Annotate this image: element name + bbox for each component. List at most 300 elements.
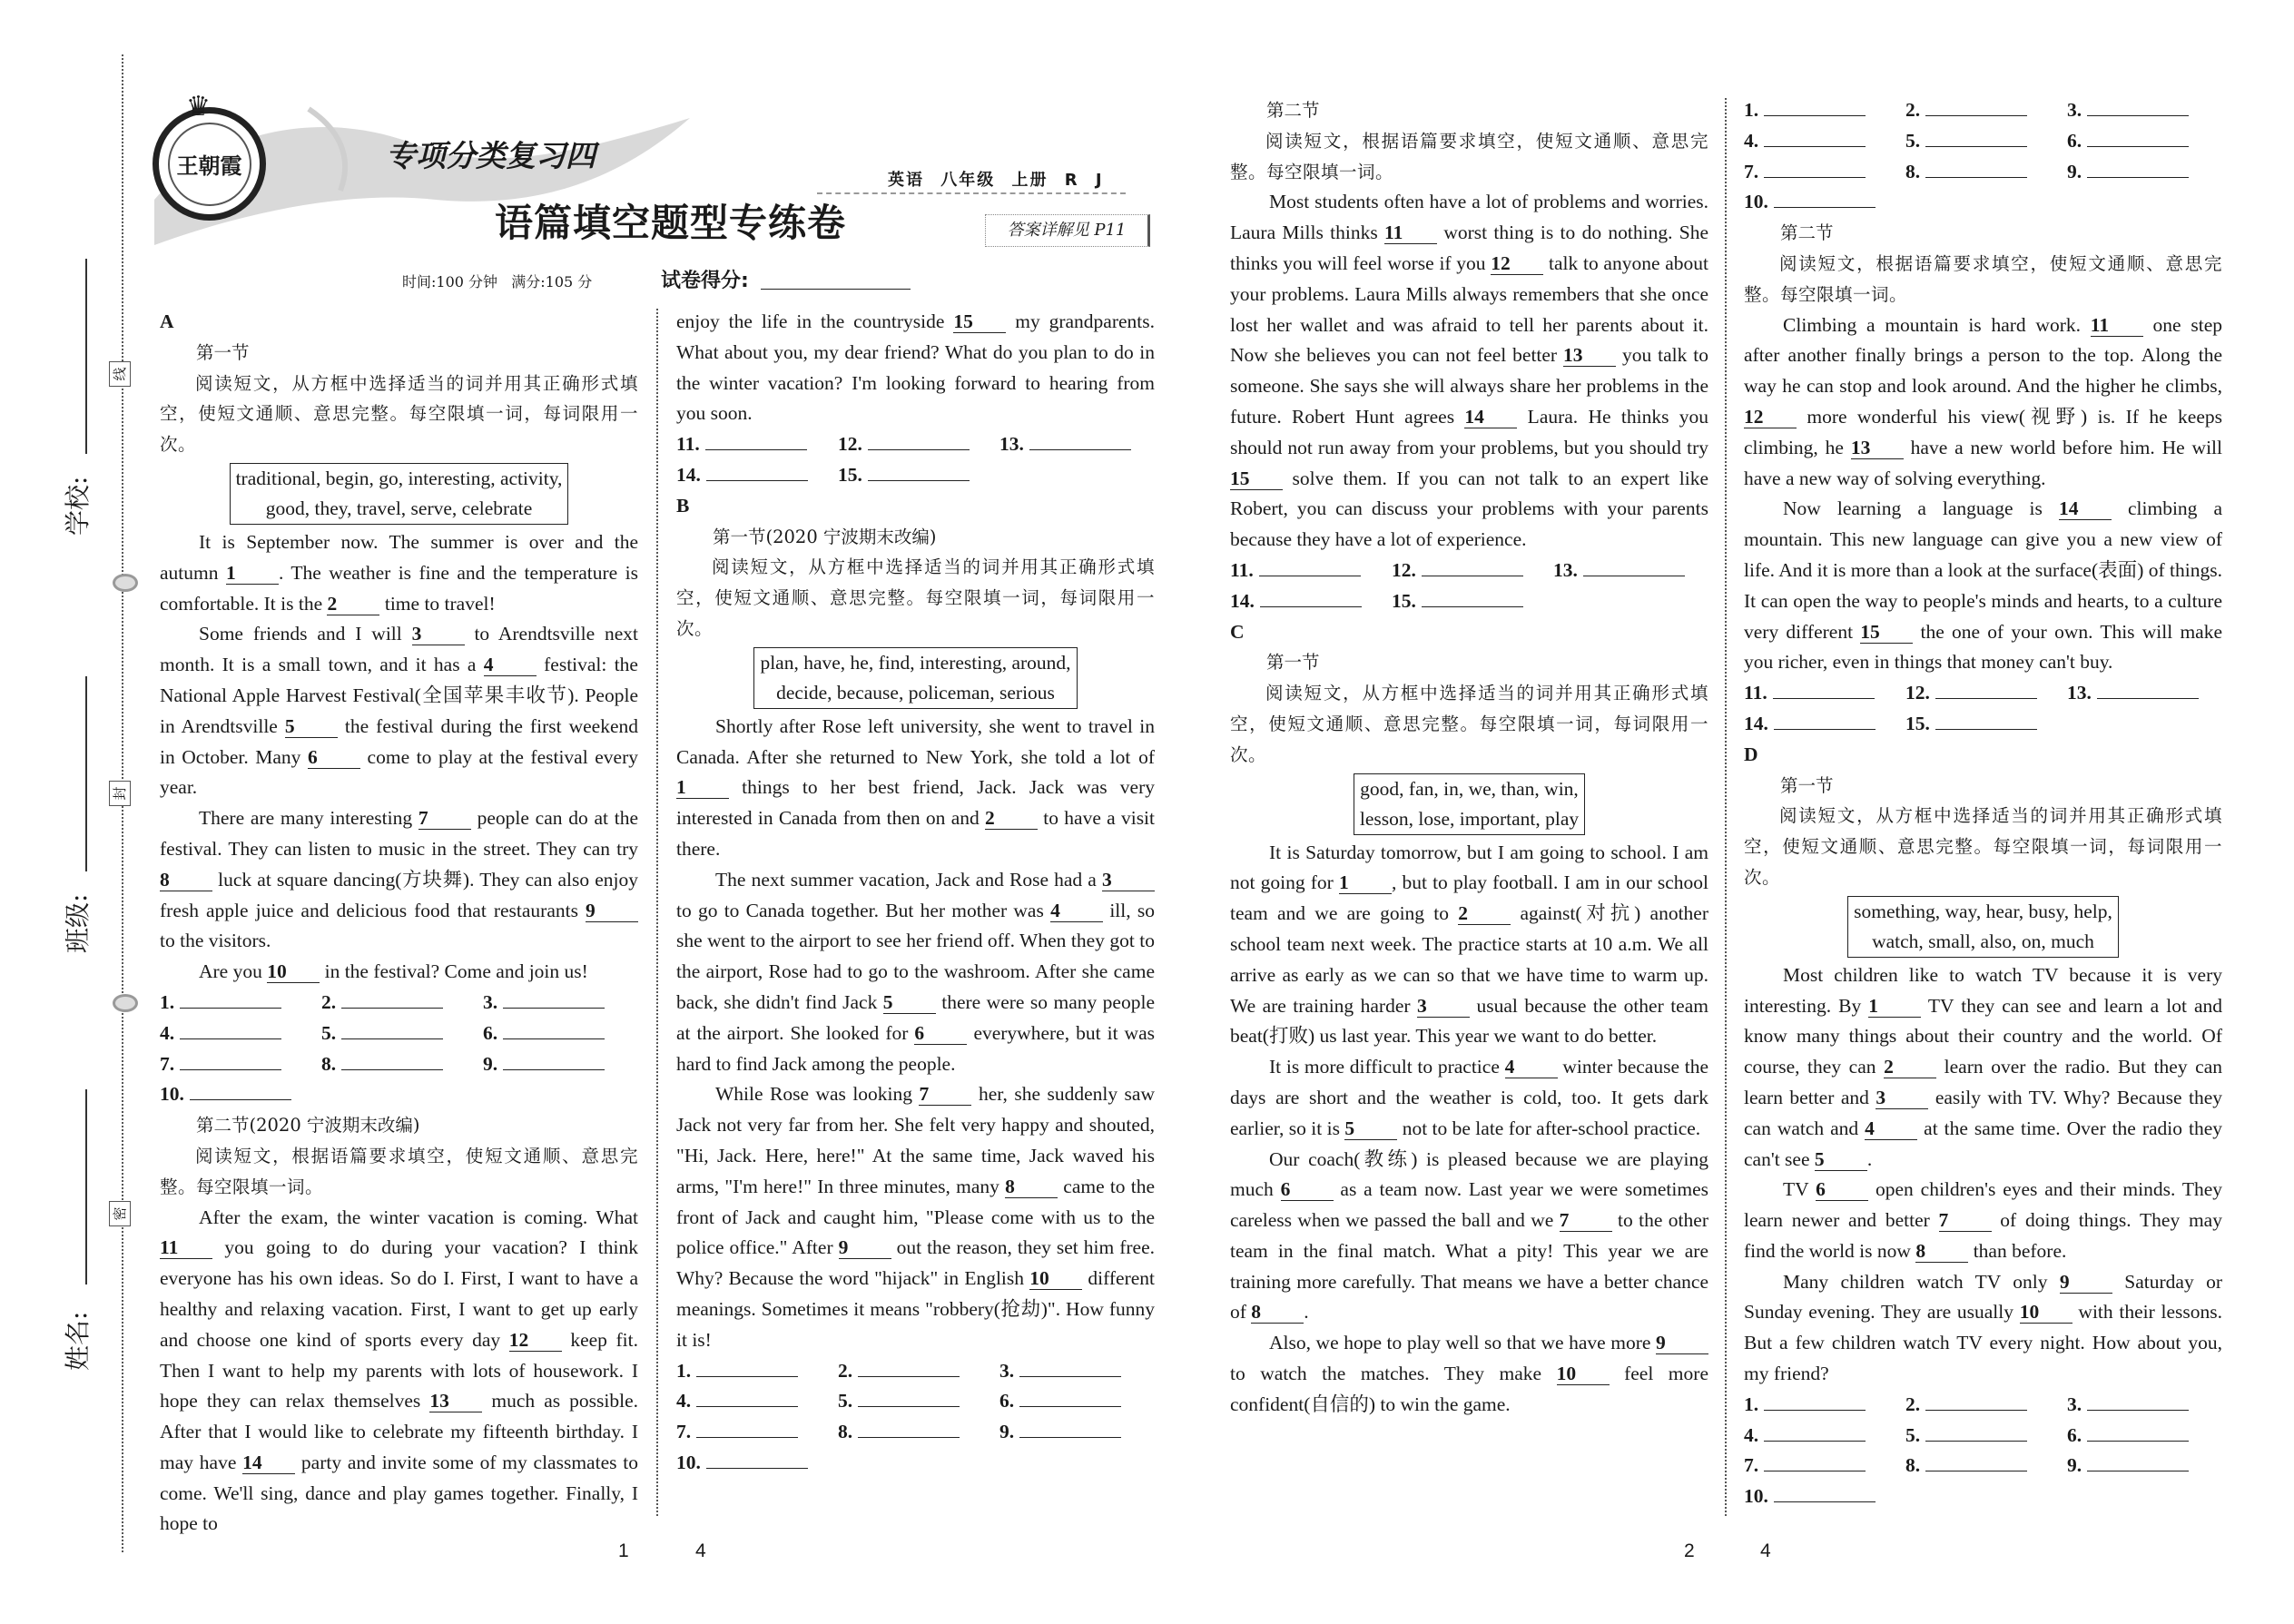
- blank-6[interactable]: 6: [308, 746, 360, 769]
- answer-item: [321, 988, 483, 1019]
- passage-text: open children's eyes and their minds. They learn newer and better: [1744, 1178, 2222, 1232]
- answer-item: [838, 1417, 999, 1448]
- passage-text: luck at square dancing(方块舞). They can also enjoy fresh apple juice and delicious food that restaurants: [160, 868, 638, 921]
- answer-line[interactable]: [503, 988, 605, 1009]
- answer-number: 8.: [1905, 160, 1921, 182]
- passage-text: learn over the radio. But they can learn better and: [1744, 1056, 2223, 1108]
- answer-item: [676, 1417, 838, 1448]
- answer-line[interactable]: [503, 1019, 605, 1039]
- answer-number: 4.: [1744, 129, 1759, 152]
- answer-line[interactable]: [705, 429, 807, 450]
- section-title: 第二节: [1780, 222, 1834, 244]
- answer-line[interactable]: [1935, 678, 2037, 699]
- answer-line[interactable]: [190, 1079, 291, 1100]
- answer-line[interactable]: [1925, 1421, 2027, 1442]
- blank-2[interactable]: 2: [1458, 902, 1511, 925]
- section-title: 第二节: [1266, 100, 1320, 121]
- passage-text: Now learning a language is: [1783, 497, 2059, 520]
- blank-9[interactable]: 9: [2060, 1271, 2112, 1294]
- answer-grid: [160, 988, 638, 1110]
- blank-9[interactable]: 9: [1656, 1332, 1708, 1354]
- answer-number: 6.: [483, 1021, 498, 1044]
- page-total: 4: [1760, 1540, 1771, 1561]
- answer-item: [999, 429, 1161, 460]
- blank-14[interactable]: 14: [2059, 497, 2112, 520]
- blank-3[interactable]: 3: [1876, 1087, 1928, 1109]
- answer-item: [321, 1019, 483, 1049]
- answer-line[interactable]: [341, 1019, 443, 1039]
- answer-item: [1230, 586, 1392, 617]
- passage-text: at the same time. Over the radio they can't see: [1744, 1117, 2223, 1170]
- answer-number: 12.: [838, 433, 862, 456]
- answer-line[interactable]: [1260, 586, 1362, 607]
- answer-line[interactable]: [180, 1019, 281, 1039]
- answer-number: 10.: [1744, 1485, 1768, 1508]
- passage-text: out the reason, they set him free. Why? Because the word "hijack" in English: [676, 1236, 1155, 1290]
- answer-item: [1905, 1390, 2067, 1421]
- part-heading: C: [1230, 620, 1245, 643]
- answer-line[interactable]: [1774, 1481, 1876, 1502]
- instructions: 阅读短文，根据语篇要求填空，使短文通顺、意思完整。每空限填一词。: [1230, 130, 1708, 182]
- blank-5[interactable]: 5: [883, 991, 936, 1014]
- answer-line[interactable]: [1774, 709, 1876, 730]
- answer-number: 11.: [1230, 558, 1254, 581]
- passage-text: there were so many people at the airport. She looked for: [676, 990, 1155, 1044]
- answer-line[interactable]: [1029, 429, 1131, 450]
- blank-5[interactable]: 5: [1344, 1117, 1397, 1140]
- passage-text: you going to do during your vacation? I think everyone has his own ideas. So do I. First, I want to have a healthy and relaxing vacation. First, I want to get up early and choose one kind of sports every day: [160, 1236, 638, 1351]
- blank-7[interactable]: 7: [418, 807, 471, 830]
- answer-item: [1905, 1421, 2067, 1452]
- answer-item: [676, 429, 838, 460]
- passage-paragraph: [1744, 1267, 2222, 1390]
- answer-line[interactable]: [1583, 556, 1685, 576]
- answer-line[interactable]: [858, 1356, 960, 1377]
- passage-text: time to travel!: [379, 592, 496, 615]
- answer-item: [1744, 157, 1905, 188]
- passage-text: come to play at the festival every year.: [160, 745, 639, 799]
- passage-text: to have a visit there.: [676, 807, 1156, 860]
- answer-number: 5.: [1905, 129, 1921, 152]
- answer-number: 4.: [1744, 1423, 1759, 1446]
- blank-15[interactable]: 15: [1860, 621, 1913, 644]
- blank-4[interactable]: 4: [1050, 900, 1103, 922]
- blank-14[interactable]: 14: [242, 1452, 295, 1474]
- answer-item: [2067, 157, 2229, 188]
- instructions: 阅读短文，从方框中选择适当的词并用其正确形式填空，使短文通顺、意思完整。每空限填一词，每词限用一次。: [160, 372, 638, 456]
- passage-paragraph: [1230, 1145, 1708, 1329]
- answer-number: 8.: [838, 1421, 853, 1443]
- answer-line[interactable]: [1935, 709, 2037, 730]
- answer-number: 2.: [321, 990, 337, 1013]
- blank-4[interactable]: 4: [484, 654, 537, 676]
- answer-line[interactable]: [1764, 157, 1866, 178]
- answer-line[interactable]: [1422, 556, 1523, 576]
- answer-line[interactable]: [696, 1356, 798, 1377]
- blank-8[interactable]: 8: [1005, 1176, 1058, 1198]
- answer-line[interactable]: [1019, 1386, 1121, 1407]
- class-label: 班级:: [63, 893, 93, 953]
- answer-line[interactable]: [1764, 126, 1866, 147]
- time-info: 时间:100 分钟 满分:105 分: [402, 273, 593, 290]
- answer-number: 3.: [2067, 1393, 2082, 1415]
- passage-text: It is Saturday tomorrow, but I am going to school. I am not going for: [1230, 841, 1708, 894]
- blank-6[interactable]: 6: [914, 1022, 967, 1045]
- name-field-line[interactable]: [85, 1089, 87, 1284]
- answer-number: 10.: [676, 1451, 701, 1473]
- instructions: 阅读短文，根据语篇要求填空，使短文通顺、意思完整。每空限填一词。: [160, 1145, 638, 1197]
- blank-9[interactable]: 9: [586, 900, 638, 922]
- passage-text: with their lessons. But a few children watch TV every night. How about you, my friend?: [1744, 1301, 2222, 1385]
- word-bank-line: good, they, travel, serve, celebrate: [265, 497, 533, 519]
- answer-number: 3.: [483, 990, 498, 1013]
- passage-text: enjoy the life in the countryside: [676, 310, 954, 332]
- passage-text: different meanings. Sometimes it means "robbery(抢劫)". How funny it is!: [676, 1267, 1156, 1351]
- class-field-line[interactable]: [85, 676, 87, 871]
- answer-number: 14.: [1230, 589, 1255, 612]
- answer-line[interactable]: [1764, 1421, 1866, 1442]
- passage-text: her, she suddenly saw Jack not very far from her. She felt very happy and shouted, "Hi, Jack. Here, here!" At the same time, Jack waved his arms, "I'm here!" In three minutes, many: [676, 1083, 1155, 1197]
- answer-line[interactable]: [858, 1417, 960, 1438]
- answer-line[interactable]: [1925, 1451, 2027, 1471]
- answer-line[interactable]: [696, 1386, 798, 1407]
- passage-paragraph: [1744, 494, 2222, 678]
- answer-item: [838, 1386, 999, 1417]
- blank-1[interactable]: 1: [676, 776, 729, 799]
- instructions: 阅读短文，根据语篇要求填空，使短文通顺、意思完整。每空限填一词。: [1744, 252, 2222, 305]
- passage-text: talk to anyone about your problems. Laura Mills always remembers that she once lost her wallet and was afraid to tell her parents about it. Now she believes you can not feel better: [1230, 251, 1708, 367]
- column-1: [160, 307, 638, 1540]
- instructions: 阅读短文，从方框中选择适当的词并用其正确形式填空，使短文通顺、意思完整。每空限填一词，每词限用一次。: [1230, 683, 1708, 765]
- blank-8[interactable]: 8: [1251, 1301, 1304, 1324]
- passage-paragraph: [160, 957, 638, 988]
- answer-line[interactable]: [341, 1049, 443, 1070]
- section-title: 第一节: [1780, 774, 1834, 796]
- passage-paragraph: [1230, 838, 1708, 1053]
- passage-text: you talk to someone. She says she will always share her problems in the future. Robert Hunt agrees: [1230, 344, 1708, 428]
- word-bank-line: plan, have, he, find, interesting, around,: [760, 651, 1071, 674]
- passage-text: to go to Canada together. But her mother was: [676, 899, 1051, 921]
- word-bank-box: [1847, 896, 2119, 958]
- answer-item: [1744, 1481, 1905, 1512]
- answer-line[interactable]: [2087, 1421, 2189, 1442]
- blank-4[interactable]: 4: [1505, 1056, 1558, 1078]
- answer-line[interactable]: [1925, 157, 2027, 178]
- passage-paragraph: [676, 865, 1155, 1080]
- word-bank-line: decide, because, policeman, serious: [776, 681, 1055, 704]
- answer-line[interactable]: [1764, 95, 1866, 116]
- school-field-line[interactable]: [85, 259, 87, 454]
- publisher-logo: [153, 107, 266, 221]
- answer-number: 15.: [1905, 712, 1930, 734]
- answer-item: [1744, 95, 1905, 126]
- page-number: 2: [1684, 1540, 1695, 1561]
- answer-line[interactable]: [1019, 1356, 1121, 1377]
- section-title: 第一节(2020 宁波期末改编): [713, 526, 937, 547]
- answer-number: 6.: [2067, 1423, 2082, 1446]
- passage-text: .: [1304, 1301, 1309, 1324]
- passage-text: ill, so she went to the airport to see her friend off. When they got to the airport, Rose had to go to the washroom. After she came back, she didn't find Jack: [676, 899, 1155, 1013]
- blank-13[interactable]: 13: [429, 1390, 482, 1412]
- passage-text: to Arendtsville next month. It is a small town, and it has a: [160, 623, 638, 676]
- blank-1[interactable]: 1: [1868, 995, 1921, 1018]
- answer-grid: [676, 429, 1155, 491]
- answer-line[interactable]: [1764, 1390, 1866, 1411]
- answer-item: [2067, 126, 2229, 157]
- word-bank-line: lesson, lose, important, play: [1359, 807, 1580, 830]
- passage-text: Many children watch TV only: [1783, 1270, 2060, 1293]
- answer-number: 12.: [1905, 682, 1930, 704]
- column-3: [1230, 95, 1708, 1421]
- answer-line[interactable]: [1422, 586, 1523, 607]
- answer-item: [676, 1386, 838, 1417]
- blank-10[interactable]: 10: [267, 960, 320, 983]
- passage-text: things to her best friend, Jack. Jack was very interested in Canada from then on and: [676, 776, 1155, 830]
- blank-10[interactable]: 10: [1557, 1363, 1610, 1385]
- answer-number: 1.: [676, 1359, 692, 1382]
- answer-item: [1744, 187, 1905, 218]
- blank-9[interactable]: 9: [839, 1236, 891, 1259]
- answer-grid: [1744, 678, 2222, 740]
- answer-number: 7.: [1744, 160, 1759, 182]
- blank-11[interactable]: 11: [160, 1236, 212, 1259]
- passage-text: party and invite some of my classmates to come. We'll sing, dance and play games together. Finally, I hope to: [160, 1451, 638, 1535]
- answer-line[interactable]: [706, 1448, 808, 1469]
- answer-item: [160, 1049, 321, 1080]
- answer-number: 9.: [483, 1052, 498, 1075]
- series-title: 专项分类复习四: [386, 138, 596, 173]
- passage-text: in the festival? Come and join us!: [320, 960, 588, 983]
- answer-number: 2.: [838, 1359, 853, 1382]
- blank-13[interactable]: 13: [1851, 437, 1904, 459]
- answer-item: [1744, 126, 1905, 157]
- passage-text: It is September now. The summer is over and the autumn: [160, 530, 638, 584]
- answer-line[interactable]: [503, 1049, 605, 1070]
- answer-line[interactable]: [1019, 1417, 1121, 1438]
- word-bank-line: something, way, hear, busy, help,: [1854, 900, 2112, 922]
- answer-number: 2.: [1905, 1393, 1921, 1415]
- answer-line[interactable]: [1925, 95, 2027, 116]
- answer-number: 7.: [676, 1421, 692, 1443]
- answer-item: [999, 1356, 1161, 1387]
- blank-15[interactable]: 15: [1230, 468, 1283, 490]
- blank-15[interactable]: 15: [953, 310, 1006, 333]
- word-bank-line: watch, small, also, on, much: [1872, 930, 2094, 952]
- passage-text: Also, we hope to play well so that we have more: [1269, 1332, 1656, 1354]
- blank-1[interactable]: 1: [226, 562, 279, 585]
- answer-line[interactable]: [868, 460, 970, 481]
- passage-text: against(对抗) another school team next week. The practice starts at 10 a.m. We all arrive as early as we can so that we have time to warm up. We are training harder: [1230, 902, 1709, 1017]
- blank-5[interactable]: 5: [285, 715, 338, 738]
- blank-7[interactable]: 7: [1939, 1209, 1992, 1232]
- passage-text: climbing a mountain. This new language can give you a new view of life. And it is more than a look at the surface(表面) of things. It can open the way to people's minds and hearts, to a culture very different: [1744, 497, 2222, 643]
- answer-line[interactable]: [1925, 1390, 2027, 1411]
- passage-text: Climbing a mountain is hard work.: [1783, 313, 2091, 336]
- answer-item: [2067, 1451, 2229, 1481]
- answer-number: 11.: [1744, 682, 1767, 704]
- score-field[interactable]: [761, 289, 911, 290]
- answer-item: [2067, 1390, 2229, 1421]
- blank-1[interactable]: 1: [1339, 871, 1392, 894]
- passage-text: Most students often have a lot of problems and worries. Laura Mills thinks: [1230, 191, 1708, 244]
- answer-item: [676, 460, 838, 491]
- answer-line[interactable]: [2087, 95, 2189, 116]
- passage-text: It is more difficult to practice: [1269, 1056, 1505, 1078]
- answer-line[interactable]: [868, 429, 970, 450]
- answer-item: [1392, 556, 1553, 586]
- passage-text: than before.: [1968, 1239, 2067, 1262]
- blank-3[interactable]: 3: [1102, 869, 1155, 891]
- passage-text: Shortly after Rose left university, she went to travel in Canada. After she returned to New York, she told a lot of: [676, 714, 1155, 768]
- blank-7[interactable]: 7: [919, 1083, 971, 1106]
- name-label: 姓名:: [63, 1311, 93, 1371]
- passage-paragraph: [676, 712, 1155, 865]
- blank-12[interactable]: 12: [509, 1329, 562, 1352]
- answer-line[interactable]: [1259, 556, 1361, 576]
- answer-item: [2067, 1421, 2229, 1452]
- blank-10[interactable]: 10: [2020, 1301, 2072, 1324]
- answer-number: 7.: [1744, 1454, 1759, 1477]
- passage-text: Are you: [199, 960, 268, 983]
- blank-7[interactable]: 7: [1560, 1209, 1612, 1232]
- column-divider: [656, 309, 658, 1516]
- answer-line[interactable]: [1925, 126, 2027, 147]
- answer-line[interactable]: [180, 1049, 281, 1070]
- passage-paragraph: [160, 1203, 638, 1540]
- answer-item: [2067, 95, 2229, 126]
- answer-number: 3.: [999, 1359, 1015, 1382]
- subject-line: 英语 八年级 上册 R J: [888, 171, 1104, 190]
- passage-text: to the visitors.: [160, 930, 271, 952]
- answer-number: 4.: [160, 1021, 175, 1044]
- passage-text: one step after another finally brings a person to the top. Along the way he can stop and look around. And the higher he climbs,: [1744, 313, 2222, 398]
- answer-item: [321, 1049, 483, 1080]
- blank-10[interactable]: 10: [1029, 1267, 1082, 1290]
- answer-number: 9.: [2067, 1454, 2082, 1477]
- swirl-icon: [113, 994, 138, 1012]
- crown-icon: ♛: [186, 92, 211, 122]
- blank-2[interactable]: 2: [327, 593, 379, 615]
- passage-text: more wonderful his view(视野) is. If he keeps climbing, he: [1744, 405, 2222, 458]
- section-title: 第一节: [1266, 652, 1320, 674]
- answer-item: [1744, 709, 1905, 740]
- blank-4[interactable]: 4: [1865, 1117, 1917, 1140]
- answer-line[interactable]: [1773, 678, 1875, 699]
- passage-text: The next summer vacation, Jack and Rose had a: [715, 868, 1102, 891]
- title-dotted-rule: [817, 192, 1126, 194]
- answer-line[interactable]: [2087, 1390, 2189, 1411]
- blank-11[interactable]: 11: [2091, 314, 2143, 337]
- answer-item: [1744, 1421, 1905, 1452]
- blank-8[interactable]: 8: [160, 869, 212, 891]
- passage-text: usual because the other team beat(打败) us last year. This year we want to do better.: [1230, 994, 1708, 1048]
- answer-number: 15.: [838, 463, 862, 486]
- word-bank-box: [753, 647, 1077, 709]
- marker-xian: 线: [109, 361, 131, 387]
- answer-item: [160, 1079, 321, 1110]
- answer-item: [1905, 126, 2067, 157]
- passage-text: There are many interesting: [199, 807, 418, 830]
- answer-line[interactable]: [180, 988, 281, 1009]
- blank-5[interactable]: 5: [1815, 1148, 1867, 1171]
- blank-12[interactable]: 12: [1491, 252, 1543, 275]
- passage-paragraph: [160, 527, 638, 619]
- answer-number: 10.: [160, 1083, 184, 1106]
- passage-paragraph: [1230, 187, 1708, 556]
- blank-14[interactable]: 14: [1464, 406, 1517, 428]
- answer-line[interactable]: [2087, 126, 2189, 147]
- answer-number: 9.: [999, 1421, 1015, 1443]
- blank-11[interactable]: 11: [1384, 221, 1437, 244]
- blank-6[interactable]: 6: [1281, 1178, 1334, 1201]
- answer-line[interactable]: [706, 460, 808, 481]
- blank-6[interactable]: 6: [1816, 1178, 1868, 1201]
- passage-text: keep fit. Then I want to help my parents with lots of housework. I hope they can relax themselves: [160, 1328, 639, 1412]
- blank-3[interactable]: 3: [412, 623, 465, 645]
- answer-item: [1392, 586, 1553, 617]
- passage-text: everywhere, but it was hard to find Jack among the people.: [676, 1021, 1155, 1075]
- answer-grid: [676, 1356, 1155, 1479]
- passage-text: While Rose was looking: [715, 1083, 920, 1106]
- answer-number: 15.: [1392, 589, 1416, 612]
- passage-text: Some friends and I will: [199, 623, 412, 645]
- passage-text: as a team now. Last year we were sometimes careless when we passed the ball and we: [1230, 1178, 1708, 1232]
- answer-item: [1230, 556, 1392, 586]
- blank-8[interactable]: 8: [1915, 1240, 1968, 1263]
- blank-2[interactable]: 2: [985, 807, 1038, 830]
- answer-number: 5.: [838, 1390, 853, 1412]
- passage-text: came to the front of Jack and caught him, "Please come with us to the police office." After: [676, 1175, 1155, 1259]
- answer-line[interactable]: [2097, 678, 2199, 699]
- answer-line[interactable]: [1764, 1451, 1866, 1471]
- passage-paragraph: [1744, 960, 2222, 1176]
- answer-number: 8.: [321, 1052, 337, 1075]
- answer-line[interactable]: [696, 1417, 798, 1438]
- passage-text: Laura. He thinks you should not run away from your problems, but you should try: [1230, 405, 1708, 458]
- answer-line[interactable]: [341, 988, 443, 1009]
- passage-text: festival: the National Apple Harvest Festival(全国苹果丰收节). People in Arendtsville: [160, 654, 638, 737]
- answer-line[interactable]: [2087, 157, 2189, 178]
- answer-item: [999, 1417, 1161, 1448]
- passage-text: After the exam, the winter vacation is coming. What: [199, 1206, 638, 1228]
- column-4: [1744, 95, 2222, 1512]
- blank-3[interactable]: 3: [1417, 995, 1470, 1018]
- passage-text: winter because the days are short and the weather is cold, too. It gets dark earlier, so it is: [1230, 1056, 1708, 1139]
- answer-item: [676, 1356, 838, 1387]
- answer-number: 5.: [321, 1021, 337, 1044]
- answer-item: [483, 1019, 645, 1049]
- logo-text: 王朝霞: [168, 123, 251, 206]
- passage-text: Most children like to watch TV because it is very interesting. By: [1744, 963, 2222, 1017]
- answer-line[interactable]: [1774, 187, 1876, 208]
- answer-item: [838, 429, 999, 460]
- passage-text: easily with TV. Why? Because they can watch and: [1744, 1086, 2223, 1139]
- part-heading: B: [676, 494, 690, 517]
- answer-item: [838, 1356, 999, 1387]
- answer-number: 6.: [999, 1390, 1015, 1412]
- passage-text: , but to play football. I am in our school team and we are going to: [1230, 871, 1708, 925]
- passage-paragraph: [676, 307, 1155, 429]
- answer-line[interactable]: [858, 1386, 960, 1407]
- answer-number: 11.: [676, 433, 700, 456]
- answer-number: 14.: [676, 463, 701, 486]
- blank-2[interactable]: 2: [1884, 1056, 1936, 1078]
- answer-number: 10.: [1744, 191, 1768, 213]
- blank-13[interactable]: 13: [1563, 344, 1616, 367]
- answer-line[interactable]: [2087, 1451, 2189, 1471]
- blank-12[interactable]: 12: [1744, 406, 1797, 428]
- passage-text: to watch the matches. They make: [1230, 1363, 1557, 1385]
